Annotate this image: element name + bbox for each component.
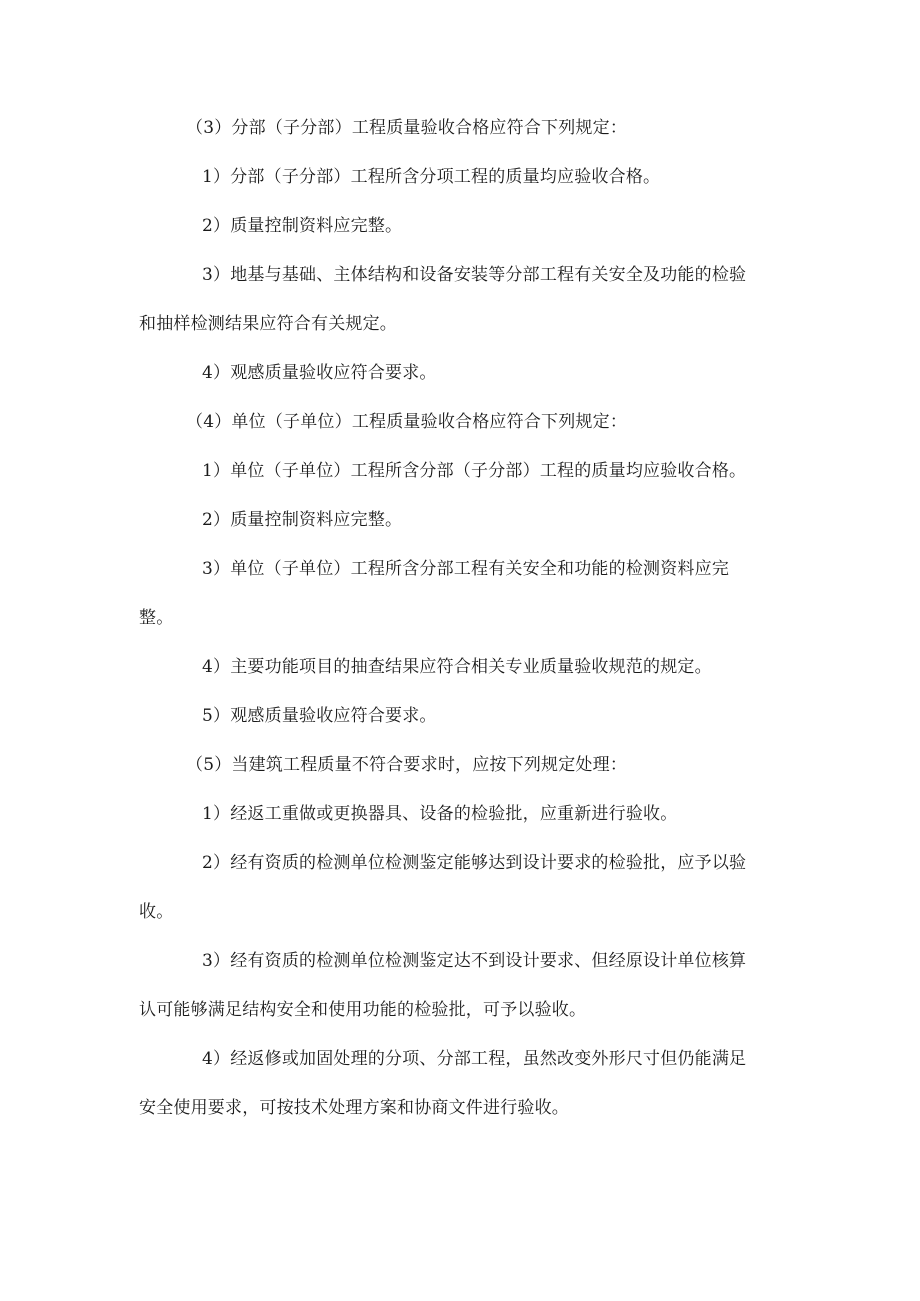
text-line: 4）经返修或加固处理的分项、分部工程，虽然改变外形尺寸但仍能满足	[202, 1049, 747, 1069]
text-line: 收。	[139, 902, 174, 922]
text-line: 整。	[139, 608, 174, 628]
text-line: 和抽样检测结果应符合有关规定。	[139, 314, 397, 334]
text-line: 4）主要功能项目的抽查结果应符合相关专业质量验收规范的规定。	[202, 657, 712, 677]
text-line: 3）地基与基础、主体结构和设备安装等分部工程有关安全及功能的检验	[202, 265, 747, 285]
text-line: 3）单位（子单位）工程所含分部工程有关安全和功能的检测资料应完	[202, 559, 730, 579]
text-line: 3）经有资质的检测单位检测鉴定达不到设计要求、但经原设计单位核算	[202, 951, 747, 971]
text-line: 1）单位（子单位）工程所含分部（子分部）工程的质量均应验收合格。	[202, 461, 747, 481]
text-line: （4）单位（子单位）工程质量验收合格应符合下列规定：	[186, 412, 628, 432]
text-line: 2）经有资质的检测单位检测鉴定能够达到设计要求的检验批，应予以验	[202, 853, 747, 873]
text-line: 2）质量控制资料应完整。	[202, 216, 403, 236]
text-line: （5）当建筑工程质量不符合要求时，应按下列规定处理：	[186, 755, 628, 775]
text-line: 5）观感质量验收应符合要求。	[202, 706, 437, 726]
text-line: 认可能够满足结构安全和使用功能的检验批，可予以验收。	[139, 1000, 587, 1020]
text-line: （3）分部（子分部）工程质量验收合格应符合下列规定：	[186, 118, 628, 138]
text-line: 1）经返工重做或更换器具、设备的检验批，应重新进行验收。	[202, 804, 678, 824]
text-line: 1）分部（子分部）工程所含分项工程的质量均应验收合格。	[202, 167, 661, 187]
text-line: 2）质量控制资料应完整。	[202, 510, 403, 530]
text-line: 安全使用要求，可按技术处理方案和协商文件进行验收。	[139, 1098, 569, 1118]
text-line: 4）观感质量验收应符合要求。	[202, 363, 437, 383]
